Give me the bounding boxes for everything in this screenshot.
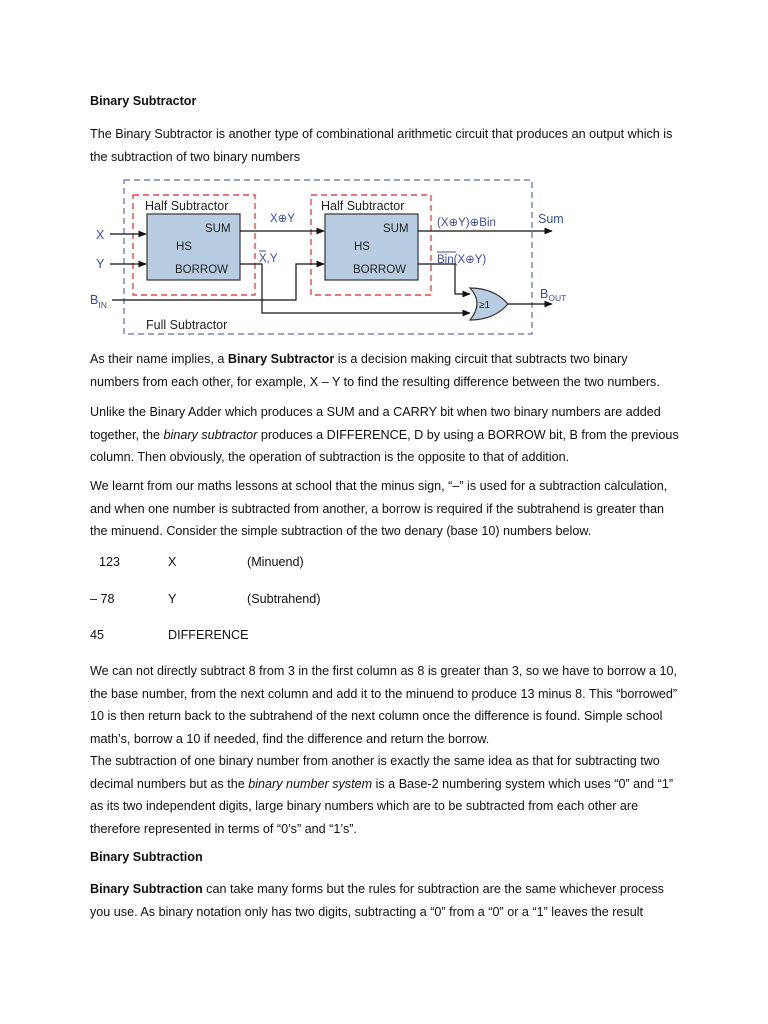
example-number: 123 <box>99 555 121 569</box>
paragraph-binary-subtraction-rules <box>90 878 680 923</box>
para2-italic-term: binary subtractor <box>163 427 258 442</box>
hs2-sum-label: SUM <box>383 223 409 235</box>
output-sum-label: Sum <box>538 212 564 226</box>
wire-hs2-borrow <box>418 264 470 294</box>
intro-paragraph: The Binary Subtractor is another type of combinational arithmetic circuit that produces an output which is the subtraction of two binary numbers <box>90 127 673 164</box>
para2-text-c: produces a DIFFERENCE, D by using a BORROW bit, B from the previous column. Then obviously, the operation of subtraction is the opposite to that of addition. <box>90 427 679 464</box>
example-variable: DIFFERENCE <box>168 628 249 642</box>
example-description: (Subtrahend) <box>247 592 321 606</box>
output-bout-label: $B_{OUT}$ <box>540 287 566 303</box>
para5-text-a: The subtraction of one binary number from another is exactly the same idea as that for subtracting two decimal numbers but as the <box>90 754 660 791</box>
input-bin-label: $B_{IN}$ <box>90 293 107 310</box>
hs2-hs-label: HS <box>354 241 370 253</box>
input-x-label: X <box>96 228 105 242</box>
input-y-label: Y <box>96 257 105 271</box>
para1-text-a: As their name implies, a <box>90 352 228 366</box>
paragraph-binary-adder-compare <box>90 401 680 469</box>
example-variable: X <box>168 555 177 569</box>
heading-binary-subtractor: Binary Subtractor <box>90 94 197 108</box>
label-x-xor-y: X⊕Y <box>270 213 295 225</box>
para5-italic-term: binary number system <box>248 776 373 791</box>
para5-text-c: is a Base-2 numbering system which uses “0” and “1” as its two independent digits, large binary numbers which are to be subtracted from each other are therefore represented in terms of “0’s” and “1’s”. <box>90 776 674 836</box>
paragraph-borrow-explanation: We can not directly subtract 8 from 3 in the first column as 8 is greater than 3, so we have to borrow a 10, the base number, from the next column and add it to the minuend to produce 13 minus 8. This “borrowed” 10 is then return back to the subtrahend of the next column once the difference is found. Simple school math’s, borrow a 10 if needed, find the difference and return the borrow. <box>90 664 678 746</box>
example-row-difference <box>90 625 490 645</box>
para6-bold-term: Binary Subtraction <box>90 882 203 896</box>
full-subtractor-diagram <box>86 176 566 340</box>
hs2-borrow-label: BORROW <box>353 264 407 276</box>
example-variable: Y <box>168 592 177 606</box>
example-row-subtrahend <box>90 589 490 609</box>
label-xbar-y: X,Y <box>259 253 278 265</box>
heading-binary-subtraction: Binary Subtraction <box>90 850 203 864</box>
paragraph-maths-lessons: We learnt from our maths lessons at school that the minus sign, “–” is used for a subtraction calculation, and when one number is subtracted from another, a borrow is required if the subtrahend is greater than the minuend. Consider the simple subtraction of the two denary (base 10) numbers below. <box>90 479 668 538</box>
para2-text-a: Unlike the Binary Adder which produces a SUM and a CARRY bit when two binary numbers are added together, the <box>90 405 661 442</box>
hs1-borrow-label: BORROW <box>175 264 229 276</box>
or-gate-label: ≥1 <box>479 300 491 311</box>
label-borrow-expr: Bin(X⊕Y) <box>437 254 487 266</box>
hs1-hs-label: HS <box>176 241 192 253</box>
example-row-minuend <box>90 552 490 572</box>
para1-bold-term: Binary Subtractor <box>227 352 335 366</box>
example-number: – 78 <box>90 592 115 606</box>
full-subtractor-label: Full Subtractor <box>146 318 228 332</box>
paragraph-decision-circuit <box>90 348 680 393</box>
example-number: 45 <box>90 628 105 642</box>
para6-text-b: can take many forms but the rules for subtraction are the same whichever process you use. As binary notation only has two digits, subtracting a “0” from a “0” or a “1” leaves the result <box>90 882 664 919</box>
hs1-sum-label: SUM <box>205 223 231 235</box>
para1-text-c: is a decision making circuit that subtracts two binary numbers from each other, for example, X – Y to find the resulting difference between the two numbers. <box>90 352 660 389</box>
half-subtractor-2-title: Half Subtractor <box>321 199 405 213</box>
example-description: (Minuend) <box>247 555 304 569</box>
half-subtractor-1-title: Half Subtractor <box>145 199 229 213</box>
paragraph-binary-number-system <box>90 750 680 840</box>
label-sum-expr: (X⊕Y)⊕Bin <box>437 217 496 229</box>
